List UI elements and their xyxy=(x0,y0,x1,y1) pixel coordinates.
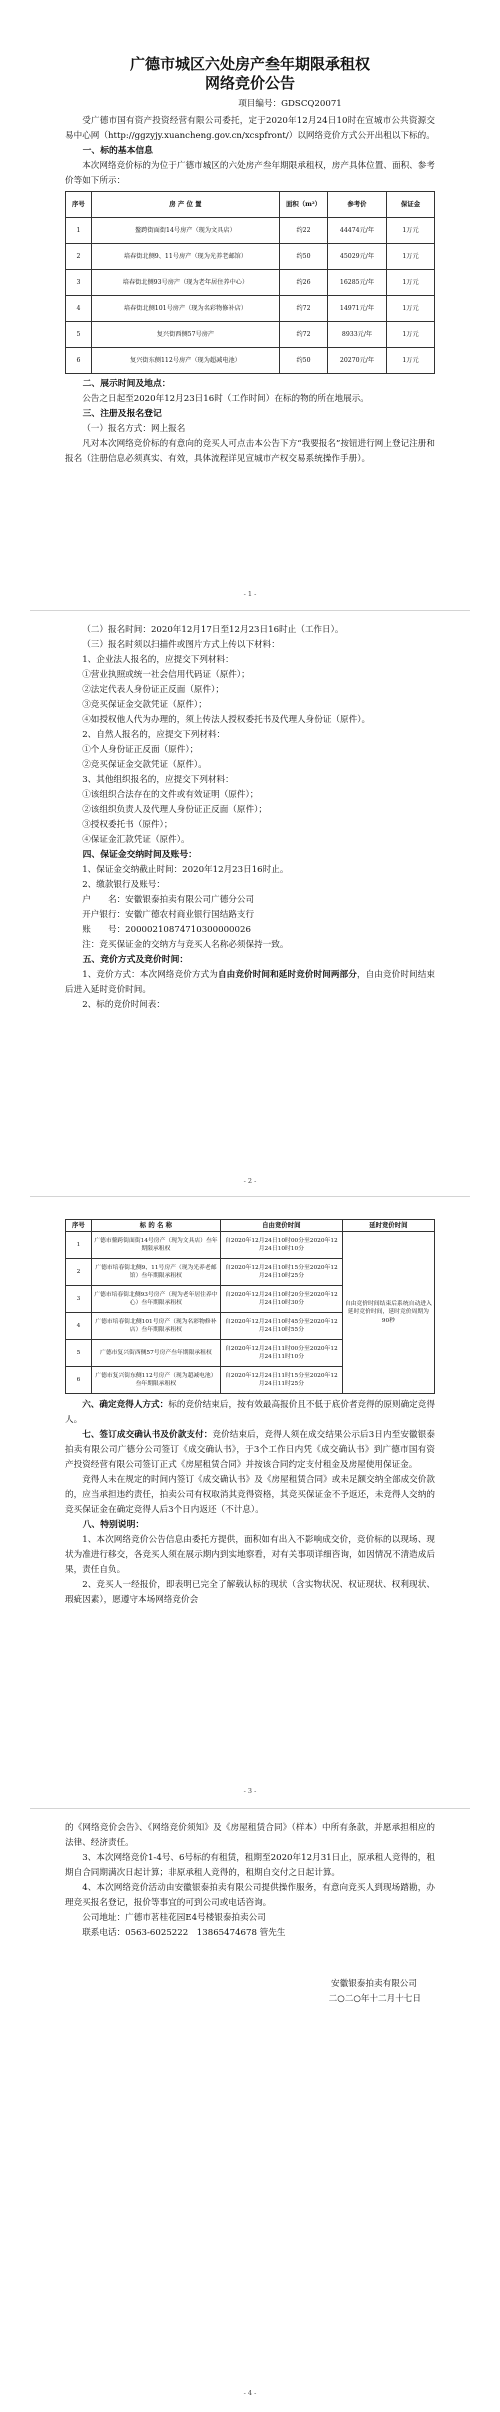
section-7-text-2: 竞得人未在规定的时间内签订《成交确认书》及《房屋租赁合同》或未足额交纳全部成交价款的，应当承担违约责任，拍卖公司有权取消其竞得资格，其竞买保证金不予返还，未竞得人交纳的竞买保证金在确定竞得人后3个日内返还（不计息）。 xyxy=(65,1475,435,1515)
cell: 约22 xyxy=(280,218,328,244)
cell: 广德市培春街北侧93号房产（现为老年居住养中心）叁年期限承租权 xyxy=(91,1286,220,1313)
cell: 6 xyxy=(66,348,92,374)
text-line: 3、其他组织报名的，应提交下列材料： xyxy=(82,775,234,785)
cell: 约26 xyxy=(280,270,328,296)
cell: 2 xyxy=(66,244,92,270)
account-number: 账 号：20000210874710300000026 xyxy=(82,925,251,935)
cell: 自2020年12月24日10时15分至2020年12月24日10时25分 xyxy=(220,1259,342,1286)
cell: 复兴街西侧57号房产 xyxy=(91,322,279,348)
table-header: 保证金 xyxy=(387,192,435,218)
cell: 4 xyxy=(66,1313,92,1340)
text-line: ③授权委托书（原件）； xyxy=(82,820,173,830)
section-4-title: 四、保证金交纳时间及账号： xyxy=(82,850,197,860)
schedule-table xyxy=(65,1219,435,1394)
cell: 培春街北侧101号房产（现为名彩物修补店） xyxy=(91,296,279,322)
cell: 自2020年12月24日11时15分至2020年12月24日11时25分 xyxy=(220,1367,342,1394)
cell: 自2020年12月24日11时00分至2020年12月24日11时10分 xyxy=(220,1340,342,1367)
cell: 5 xyxy=(66,1340,92,1367)
text-line: ②法定代表人身份证正反面（原件）； xyxy=(82,685,224,695)
table-header: 标 的 名 称 xyxy=(91,1220,220,1232)
cell: 1万元 xyxy=(387,218,435,244)
schedule-heading: 2、标的竞价时间表： xyxy=(82,1000,165,1010)
page-3 xyxy=(0,1197,500,1807)
section-1-title: 一、标的基本信息 xyxy=(82,146,153,156)
section-3-title: 三、注册及报名登记 xyxy=(82,409,162,419)
cell: 2 xyxy=(66,1259,92,1286)
cell: 20270元/年 xyxy=(327,348,386,374)
cell: 广德市复兴街东侧112号房产（现为超减电池）叁年期限承租权 xyxy=(91,1367,220,1394)
cell: 培春街北侧93号房产（现为老年居住养中心） xyxy=(91,270,279,296)
signature-company: 安徽银泰拍卖有限公司 xyxy=(331,1979,417,1989)
cell: 1万元 xyxy=(387,270,435,296)
text-line: ①该组织合法存在的文件或有效证明（原件）； xyxy=(82,790,259,800)
contact-address: 公司地址：广德市茗桂花园E4号楼银泰拍卖公司 xyxy=(82,1913,266,1923)
cell: 自2020年12月24日10时20分至2020年12月24日10时30分 xyxy=(220,1286,342,1313)
cell: 广德市培春街北侧9、11号房产（现为光养老邮馆）叁年期限承租权 xyxy=(91,1259,220,1286)
cell: 广德市鳌跨街面街14号房产（现为文具店）叁年期限承租权 xyxy=(91,1232,220,1259)
signature-date: 二○二○年十二月十七日 xyxy=(328,1994,421,2004)
cell: 3 xyxy=(66,270,92,296)
account-bank: 开户银行：安徽广德农村商业银行国结路支行 xyxy=(82,910,255,920)
section-7-text: 竞价结束后，竞得人须在成交结果公示后3日内至安徽银泰拍卖有限公司广德分公司签订《成交确认书》，于3个工作日内凭《成交确认书》到广德市国有资产投资经营有限公司签订正式《房屋租赁合同》并按该合同约定支付租金及房屋使用保证金。 xyxy=(65,1430,435,1470)
cell: 约72 xyxy=(280,296,328,322)
cell: 44474元/年 xyxy=(327,218,386,244)
cell: 广德市复兴街西侧57号房产叁年期限承租权 xyxy=(91,1340,220,1367)
table-header: 面积（m²） xyxy=(280,192,328,218)
table-row xyxy=(66,270,435,296)
table-row xyxy=(66,296,435,322)
text-line: ①个人身份证正反面（原件）； xyxy=(82,745,199,755)
special-note-3: 3、本次网络竞价1-4号、6号标的有租赁，租期至2020年12月31日止，原承租人竞得的，租期自合同期满次日起计算；非原承租人竞得的，租期自交付之日起计算。 xyxy=(65,1853,435,1878)
bold-span: 自由竞价时间和延时竞价时间两部分 xyxy=(218,970,357,980)
page-1 xyxy=(0,0,500,610)
table-header: 延时竞价时间 xyxy=(342,1220,434,1232)
upload-requirements: （三）报名时须以扫描件或图片方式上传以下材料： xyxy=(82,640,280,650)
cell: 复兴街东侧112号房产（现为超减电池） xyxy=(91,348,279,374)
text-span: ，自由竞价时间结束后进入延时竞价时间。 xyxy=(65,970,435,995)
section-3-sub-1-text: 凡对本次网络竞价标的有意向的竞买人可点击本公告下方“我要报名”按钮进行网上登记注册和报名（注册信息必须真实、有效，具体流程详见宣城市产权交易系统操作手册）。 xyxy=(65,439,435,464)
text-line: ④保证金汇款凭证（原件）。 xyxy=(82,835,190,845)
cell: 1 xyxy=(66,218,92,244)
section-7 xyxy=(65,1428,435,1473)
table-row xyxy=(66,244,435,270)
reg-time: （二）报名时间：2020年12月17日至12月23日16时止（工作日）。 xyxy=(82,625,344,635)
cell: 约50 xyxy=(280,244,328,270)
cell: 约72 xyxy=(280,322,328,348)
text-line: ②竞买保证金交款凭证（原件）。 xyxy=(82,760,207,770)
table-header: 序号 xyxy=(66,192,92,218)
intro-paragraph: 受广德市国有资产投资经营有限公司委托，定于2020年12月24日10时在宣城市公共资源交易中心网（http://ggzyjy.xuancheng.gov.cn/xcspfront/）以网络竞价方式公开出租以下标的。 xyxy=(65,116,435,141)
cell: 鳌跨街面街14号房产（现为文具店） xyxy=(91,218,279,244)
cell: 3 xyxy=(66,1286,92,1313)
page-2 xyxy=(0,611,500,1191)
cell: 广德市培春街北侧101号房产（现为名彩物修补店）叁年期限承租权 xyxy=(91,1313,220,1340)
property-table xyxy=(65,191,435,374)
cell: 8933元/年 xyxy=(327,322,386,348)
table-header: 参考价 xyxy=(327,192,386,218)
page-number: - 3 - xyxy=(243,1787,257,1795)
cell: 14971元/年 xyxy=(327,296,386,322)
cell: 培春街北侧9、11号房产（现为光养老邮馆） xyxy=(91,244,279,270)
text-line: 2、自然人报名的，应提交下列材料： xyxy=(82,730,226,740)
cell: 1万元 xyxy=(387,244,435,270)
section-6-title: 六、确定竞得人方式： xyxy=(82,1400,169,1410)
table-row xyxy=(66,218,435,244)
cell: 约50 xyxy=(280,348,328,374)
section-3-sub-1: （一）报名方式：网上报名 xyxy=(82,424,186,434)
special-note-2: 2、竞买人一经报价，即表明已完全了解载认标的现状（含实物状况、权证现状、权利现状、瑕疵因素），愿遵守本场网络竞价会 xyxy=(65,1580,435,1605)
account-name: 户 名：安徽银泰拍卖有限公司广德分公司 xyxy=(82,895,255,905)
cell: 1万元 xyxy=(387,348,435,374)
text-line: ③竞买保证金交款凭证（原件）； xyxy=(82,700,207,710)
text-line: 1、企业法人报名的，应提交下列材料： xyxy=(82,655,234,665)
section-5-title: 五、竞价方式及竞价时间： xyxy=(82,955,189,965)
section-1-desc: 本次网络竞价标的为位于广德市城区的六处房产叁年期限承租权，房产具体位置、面积、参考价等如下所示： xyxy=(65,161,435,186)
cell: 1 xyxy=(66,1232,92,1259)
project-number: 项目编号：GDSCQ20071 xyxy=(238,99,342,109)
section-8-title: 八、特别说明： xyxy=(82,1520,145,1530)
section-7-title: 七、签订成交确认书及价款支付： xyxy=(82,1430,213,1440)
text-span: 1、竞价方式：本次网络竞价方式为 xyxy=(82,970,218,980)
special-note-1: 1、本次网络竞价公告信息由委托方提供，面积如有出入不影响成交价，竞价标的以现场、现状为准进行移交，各竞买人须在展示期内到实地察看，对有关事项详细咨询，如因情况不清造成后果，责任自负。 xyxy=(65,1535,435,1575)
table-row xyxy=(66,322,435,348)
title-line-2: 网络竞价公告 xyxy=(204,74,295,92)
cell: 1万元 xyxy=(387,296,435,322)
page-number: - 4 - xyxy=(243,2389,257,2397)
table-header: 房 产 位 置 xyxy=(91,192,279,218)
text-line: ①营业执照或统一社会信用代码证（原件）； xyxy=(82,670,250,680)
table-row xyxy=(66,348,435,374)
page-number: - 1 - xyxy=(243,590,257,598)
contact-phone: 联系电话：0563-6025222 13865474678 管先生 xyxy=(82,1928,286,1938)
delay-note-cell: 自由竞价时间结束后系统自动进入延时竞价时间，延时竞价周期为90秒 xyxy=(342,1232,434,1394)
section-6-text: 标的竞价结束后，按有效最高报价且不低于底价者竞得的原则确定竞得人。 xyxy=(65,1400,435,1425)
table-header: 序号 xyxy=(66,1220,92,1232)
section-6 xyxy=(65,1398,435,1428)
special-note-4: 4、本次网络竞价活动由安徽银泰拍卖有限公司提供操作服务，有意向竞买人到现场踏勘，办理竞买报名登记，报价等事宜的可到公司或电话咨询。 xyxy=(65,1883,435,1908)
text-line: ④如授权他人代为办理的，须上传法人授权委托书及代理人身份证（原件）。 xyxy=(82,715,371,725)
table-row xyxy=(66,1232,435,1259)
cell: 自2020年12月24日10时00分至2020年12月24日10时10分 xyxy=(220,1232,342,1259)
deposit-deadline: 1、保证金交纳截止时间：2020年12月23日16时止。 xyxy=(82,865,289,875)
special-note-2-cont: 的《网络竞价会告》、《网络竞价须知》及《房屋租赁合同》（样本）中所有条款，并愿承担相应的法律、经济责任。 xyxy=(65,1823,435,1848)
title-line-1: 广德市城区六处房产叁年期限承租权 xyxy=(129,55,370,73)
section-2-text: 公告之日起至2020年12月23日16时（工作时间）在标的物的所在地展示。 xyxy=(82,394,369,404)
table-header: 自由竞价时间 xyxy=(220,1220,342,1232)
text-line: 2、缴款银行及账号： xyxy=(82,880,165,890)
cell: 自2020年12月24日10时45分至2020年12月24日10时55分 xyxy=(220,1313,342,1340)
cell: 1万元 xyxy=(387,322,435,348)
bidding-method xyxy=(65,968,435,998)
cell: 45029元/年 xyxy=(327,244,386,270)
page-number: - 2 - xyxy=(243,1177,257,1185)
text-line: ②该组织负责人及代理人身份证正反面（原件）； xyxy=(82,805,267,815)
cell: 6 xyxy=(66,1367,92,1394)
cell: 16285元/年 xyxy=(327,270,386,296)
section-2-title: 二、展示时间及地点： xyxy=(82,379,171,389)
cell: 5 xyxy=(66,322,92,348)
page-4 xyxy=(0,1809,500,2412)
deposit-note: 注：竞买保证金的交纳方与竞买人名称必须保持一致。 xyxy=(82,940,289,950)
cell: 4 xyxy=(66,296,92,322)
